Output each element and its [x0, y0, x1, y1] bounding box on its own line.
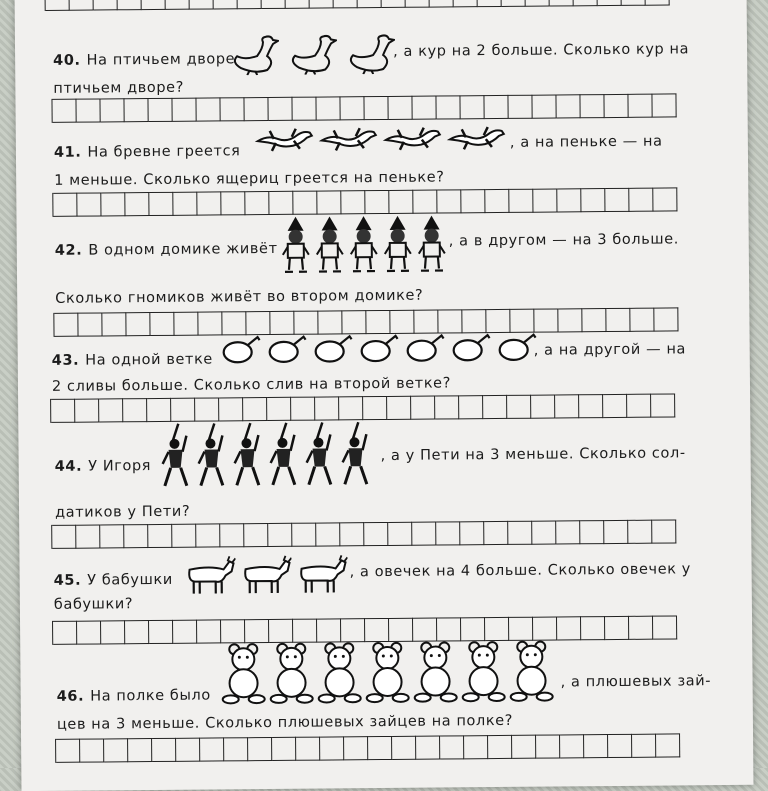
answer-cell[interactable]	[270, 311, 294, 335]
plum-icon	[406, 333, 446, 363]
teddy-bear-icon	[364, 640, 411, 704]
problem-46-text-line2: цев на 3 меньше. Сколько плюшевых зайцев на полке?	[56, 712, 514, 733]
gnome-icon	[280, 215, 311, 275]
answer-cell[interactable]	[358, 0, 382, 8]
answer-cell[interactable]	[100, 98, 124, 122]
answer-cell[interactable]	[484, 521, 508, 545]
answer-cell[interactable]	[484, 95, 508, 119]
answer-cell[interactable]	[365, 190, 389, 214]
answer-cell[interactable]	[416, 736, 440, 760]
answer-cell[interactable]	[104, 738, 128, 762]
answer-cell[interactable]	[248, 737, 272, 761]
problem-41-text-line1: 41. На бревне греется	[53, 143, 241, 161]
answer-cell[interactable]	[406, 0, 430, 8]
answer-cell[interactable]	[197, 191, 221, 215]
answer-cell[interactable]	[78, 312, 102, 336]
problem-45-pictures	[181, 554, 347, 595]
answer-cell[interactable]	[486, 309, 510, 333]
goat-icon	[237, 555, 291, 595]
answer-cell[interactable]	[53, 621, 77, 645]
answer-cell[interactable]	[340, 96, 364, 120]
answer-cell[interactable]	[604, 94, 628, 118]
answer-cell[interactable]	[220, 97, 244, 121]
answer-cell[interactable]	[628, 520, 652, 544]
answer-cell[interactable]	[532, 94, 556, 118]
answer-cell[interactable]	[532, 521, 556, 545]
problem-44-pictures	[158, 420, 373, 488]
gnome-icon	[314, 214, 345, 274]
answer-cell[interactable]	[363, 396, 387, 420]
answer-cell[interactable]	[80, 738, 104, 762]
answer-cell[interactable]	[268, 97, 292, 121]
answer-cell[interactable]	[125, 192, 149, 216]
answer-cell[interactable]	[166, 0, 190, 10]
answer-cell[interactable]	[622, 0, 646, 6]
plum-icon	[314, 334, 354, 364]
answer-cell[interactable]	[221, 619, 245, 643]
answer-cell[interactable]	[413, 618, 437, 642]
answer-cell[interactable]	[364, 96, 388, 120]
answer-cell[interactable]	[344, 736, 368, 760]
answer-cell[interactable]	[196, 97, 220, 121]
answer-cell[interactable]	[124, 524, 148, 548]
answer-cell[interactable]	[437, 617, 461, 641]
answer-cell[interactable]	[656, 733, 680, 757]
answer-cell[interactable]	[176, 738, 200, 762]
answer-cell[interactable]	[603, 394, 627, 418]
answer-cell[interactable]	[318, 310, 342, 334]
answer-cell[interactable]	[461, 189, 485, 213]
soldier-icon	[302, 420, 337, 486]
answer-cell[interactable]	[339, 396, 363, 420]
answer-cell[interactable]	[152, 738, 176, 762]
problem-42-text-line2: Сколько гномиков живёт во втором домике?	[55, 287, 424, 307]
answer-cell[interactable]	[460, 95, 484, 119]
answer-cell[interactable]	[77, 192, 101, 216]
teddy-bear-icon	[220, 641, 267, 705]
answer-cell[interactable]	[190, 0, 214, 10]
answer-cell[interactable]	[584, 734, 608, 758]
plum-icon	[498, 333, 538, 363]
problem-42-text-line1b: , а в другом — на 3 больше.	[448, 231, 680, 250]
answer-cell[interactable]	[102, 312, 126, 336]
lizard-icon	[382, 121, 442, 156]
problem-45-text-line2: бабушки?	[53, 596, 134, 613]
answer-cell[interactable]	[560, 734, 584, 758]
answer-cell[interactable]	[364, 522, 388, 546]
answer-cell[interactable]	[100, 524, 124, 548]
teddy-bear-icon	[508, 639, 555, 703]
answer-cell[interactable]	[126, 312, 150, 336]
answer-cell[interactable]	[531, 395, 555, 419]
answer-cell[interactable]	[462, 309, 486, 333]
answer-cell[interactable]	[149, 620, 173, 644]
answer-cell[interactable]	[550, 0, 574, 7]
answer-cell[interactable]	[272, 737, 296, 761]
problem-44-text-line1b: , а у Пети на 3 меньше. Сколько сол-	[380, 445, 686, 465]
answer-cell[interactable]	[238, 0, 262, 9]
answer-cell[interactable]	[646, 0, 670, 6]
answer-cell[interactable]	[459, 395, 483, 419]
answer-cell[interactable]	[246, 311, 270, 335]
answer-cell[interactable]	[198, 311, 222, 335]
answer-cell[interactable]	[389, 618, 413, 642]
problem-45-text-line1b: , а овечек на 4 больше. Сколько овечек у	[349, 561, 692, 581]
answer-cell[interactable]	[556, 520, 580, 544]
answer-cell[interactable]	[630, 308, 654, 332]
answer-cell[interactable]	[101, 620, 125, 644]
answer-cell[interactable]	[316, 96, 340, 120]
teddy-bear-icon	[316, 640, 363, 704]
answer-cell[interactable]	[488, 735, 512, 759]
answer-cell[interactable]	[196, 523, 220, 547]
answer-cell[interactable]	[317, 190, 341, 214]
problem-42-text-line1: 42. В одном домике живёт	[54, 240, 278, 259]
answer-cell[interactable]	[317, 618, 341, 642]
answer-cell[interactable]	[382, 0, 406, 8]
answer-cell[interactable]	[485, 189, 509, 213]
answer-cell[interactable]	[172, 524, 196, 548]
answer-cell[interactable]	[341, 618, 365, 642]
answer-cell[interactable]	[435, 395, 459, 419]
answer-cell[interactable]	[478, 0, 502, 7]
answer-cell[interactable]	[52, 99, 76, 123]
problem-41-text-line2: 1 меньше. Сколько ящериц греется на пеньке?	[54, 169, 445, 189]
answer-cell[interactable]	[292, 97, 316, 121]
gnome-icon	[416, 213, 447, 273]
answer-cell[interactable]	[214, 0, 238, 9]
answer-cell[interactable]	[171, 398, 195, 422]
answer-cell[interactable]	[627, 394, 651, 418]
answer-cell[interactable]	[124, 98, 148, 122]
answer-cell[interactable]	[483, 395, 507, 419]
answer-cell[interactable]	[195, 397, 219, 421]
answer-grid-42[interactable]	[53, 307, 678, 336]
answer-cell[interactable]	[574, 0, 598, 6]
answer-cell[interactable]	[172, 98, 196, 122]
problem-46-text-line1: 46. На полке было	[56, 687, 211, 705]
answer-cell[interactable]	[365, 618, 389, 642]
goose-icon	[283, 30, 337, 74]
answer-cell[interactable]	[341, 190, 365, 214]
answer-cell[interactable]	[579, 394, 603, 418]
answer-cell[interactable]	[368, 736, 392, 760]
answer-cell[interactable]	[219, 397, 243, 421]
answer-cell[interactable]	[99, 398, 123, 422]
answer-cell[interactable]	[118, 0, 142, 10]
answer-cell[interactable]	[461, 617, 485, 641]
answer-cell[interactable]	[148, 524, 172, 548]
answer-cell[interactable]	[653, 187, 677, 211]
goat-icon	[181, 555, 235, 595]
answer-cell[interactable]	[150, 312, 174, 336]
answer-cell[interactable]	[508, 95, 532, 119]
answer-cell[interactable]	[533, 616, 557, 640]
answer-cell[interactable]	[413, 190, 437, 214]
answer-cell[interactable]	[244, 97, 268, 121]
answer-cell[interactable]	[269, 191, 293, 215]
answer-cell[interactable]	[142, 0, 166, 10]
answer-cell[interactable]	[148, 98, 172, 122]
answer-cell[interactable]	[387, 396, 411, 420]
problem-45-text-line1: 45. У бабушки	[53, 571, 173, 589]
answer-cell[interactable]	[509, 617, 533, 641]
answer-cell[interactable]	[558, 308, 582, 332]
answer-cell[interactable]	[220, 523, 244, 547]
problem-46-text-line1b: , а плюшевых зай-	[560, 673, 712, 691]
problem-42-pictures	[280, 213, 447, 274]
answer-cell[interactable]	[389, 190, 413, 214]
plum-icon	[268, 335, 308, 365]
answer-cell[interactable]	[605, 616, 629, 640]
answer-cell[interactable]	[310, 0, 334, 9]
lizard-icon	[254, 123, 314, 158]
answer-cell[interactable]	[629, 616, 653, 640]
problem-43-text-line1b: , а на другой — на	[533, 341, 687, 359]
answer-cell[interactable]	[76, 524, 100, 548]
worksheet-page	[15, 0, 754, 791]
answer-cell[interactable]	[653, 615, 677, 639]
answer-grid-41[interactable]	[52, 187, 677, 216]
answer-grid-46[interactable]	[55, 733, 680, 762]
answer-cell[interactable]	[629, 188, 653, 212]
lizard-icon	[446, 121, 506, 156]
answer-cell[interactable]	[340, 522, 364, 546]
answer-cell[interactable]	[366, 310, 390, 334]
answer-cell[interactable]	[53, 193, 77, 217]
answer-cell[interactable]	[294, 311, 318, 335]
answer-cell[interactable]	[580, 94, 604, 118]
answer-cell[interactable]	[342, 310, 366, 334]
answer-cell[interactable]	[197, 619, 221, 643]
problem-46-pictures	[220, 639, 555, 706]
answer-cell[interactable]	[286, 0, 310, 9]
answer-cell[interactable]	[605, 188, 629, 212]
answer-cell[interactable]	[200, 737, 224, 761]
plum-icon	[222, 335, 262, 365]
answer-cell[interactable]	[388, 96, 412, 120]
answer-cell[interactable]	[268, 523, 292, 547]
answer-cell[interactable]	[652, 519, 676, 543]
answer-cell[interactable]	[436, 95, 460, 119]
answer-cell[interactable]	[510, 309, 534, 333]
answer-cell[interactable]	[502, 0, 526, 7]
answer-cell[interactable]	[267, 397, 291, 421]
answer-cell[interactable]	[598, 0, 622, 6]
answer-cell[interactable]	[147, 398, 171, 422]
problem-40-pictures	[225, 30, 395, 75]
answer-cell[interactable]	[296, 737, 320, 761]
answer-cell[interactable]	[128, 738, 152, 762]
answer-cell[interactable]	[293, 191, 317, 215]
answer-cell[interactable]	[244, 523, 268, 547]
answer-cell[interactable]	[581, 188, 605, 212]
answer-cell[interactable]	[245, 191, 269, 215]
answer-cell[interactable]	[533, 188, 557, 212]
answer-cell[interactable]	[604, 520, 628, 544]
problem-41-pictures	[254, 121, 506, 157]
answer-cell[interactable]	[534, 308, 558, 332]
answer-cell[interactable]	[412, 96, 436, 120]
problem-44-text-line1: 44. У Игоря	[54, 458, 152, 475]
answer-cell[interactable]	[437, 189, 461, 213]
answer-cell[interactable]	[414, 310, 438, 334]
answer-cell[interactable]	[392, 736, 416, 760]
plum-icon	[452, 333, 492, 363]
problem-43-text-line1: 43. На одной ветке	[51, 351, 213, 369]
answer-cell[interactable]	[440, 735, 464, 759]
answer-cell[interactable]	[320, 736, 344, 760]
answer-cell[interactable]	[388, 522, 412, 546]
answer-grid-44[interactable]	[51, 519, 676, 548]
problem-43-text-line2: 2 сливы больше. Сколько слив на второй ветке?	[51, 375, 452, 395]
goose-icon	[225, 31, 279, 75]
answer-grid-43[interactable]	[50, 393, 675, 422]
answer-cell[interactable]	[224, 737, 248, 761]
answer-cell[interactable]	[581, 616, 605, 640]
goat-icon	[293, 554, 347, 594]
soldier-icon	[158, 422, 193, 488]
answer-cell[interactable]	[460, 521, 484, 545]
answer-cell[interactable]	[222, 311, 246, 335]
answer-cell[interactable]	[606, 308, 630, 332]
answer-cell[interactable]	[512, 735, 536, 759]
answer-cell[interactable]	[454, 0, 478, 7]
answer-cell[interactable]	[555, 394, 579, 418]
answer-cell[interactable]	[526, 0, 550, 7]
answer-cell[interactable]	[411, 396, 435, 420]
soldier-icon	[338, 420, 373, 486]
answer-cell[interactable]	[509, 189, 533, 213]
answer-cell[interactable]	[652, 93, 676, 117]
answer-cell[interactable]	[508, 521, 532, 545]
answer-cell[interactable]	[262, 0, 286, 9]
answer-cell[interactable]	[390, 310, 414, 334]
answer-cell[interactable]	[628, 94, 652, 118]
soldier-icon	[266, 421, 301, 487]
answer-grid-40[interactable]	[51, 93, 676, 122]
answer-cell[interactable]	[582, 308, 606, 332]
answer-cell[interactable]	[76, 98, 100, 122]
problem-40-text-line2: птичьем дворе?	[53, 79, 185, 97]
answer-cell[interactable]	[654, 307, 678, 331]
answer-cell[interactable]	[536, 734, 560, 758]
answer-cell[interactable]	[316, 522, 340, 546]
soldier-icon	[230, 421, 265, 487]
problem-43-pictures	[222, 333, 538, 366]
answer-cell[interactable]	[75, 398, 99, 422]
answer-cell[interactable]	[269, 619, 293, 643]
answer-cell[interactable]	[149, 192, 173, 216]
answer-cell[interactable]	[173, 620, 197, 644]
answer-cell[interactable]	[243, 397, 267, 421]
answer-cell[interactable]	[507, 395, 531, 419]
teddy-bear-icon	[460, 639, 507, 703]
answer-cell[interactable]	[52, 525, 76, 549]
answer-cell[interactable]	[438, 309, 462, 333]
answer-cell[interactable]	[174, 312, 198, 336]
answer-cell[interactable]	[464, 735, 488, 759]
answer-cell[interactable]	[291, 397, 315, 421]
answer-cell[interactable]	[436, 521, 460, 545]
answer-cell[interactable]	[293, 619, 317, 643]
goose-icon	[341, 30, 395, 74]
answer-cell[interactable]	[632, 734, 656, 758]
problem-44-text-line2: датиков у Пети?	[55, 503, 191, 521]
gnome-icon	[348, 214, 379, 274]
answer-cell[interactable]	[70, 0, 94, 11]
answer-cell[interactable]	[608, 734, 632, 758]
answer-cell[interactable]	[292, 523, 316, 547]
answer-cell[interactable]	[54, 313, 78, 337]
answer-cell[interactable]	[221, 191, 245, 215]
answer-grid-previous	[45, 0, 670, 11]
problem-40-text-line1b: , а кур на 2 больше. Сколько кур на	[392, 41, 690, 60]
answer-cell[interactable]	[556, 94, 580, 118]
plum-icon	[360, 334, 400, 364]
answer-cell[interactable]	[94, 0, 118, 11]
gnome-icon	[382, 214, 413, 274]
answer-cell[interactable]	[580, 520, 604, 544]
answer-cell[interactable]	[51, 399, 75, 423]
soldier-icon	[194, 421, 229, 487]
answer-cell[interactable]	[101, 192, 125, 216]
teddy-bear-icon	[412, 639, 459, 703]
answer-cell[interactable]	[557, 616, 581, 640]
answer-cell[interactable]	[651, 393, 675, 417]
answer-cell[interactable]	[557, 188, 581, 212]
answer-cell[interactable]	[430, 0, 454, 8]
answer-cell[interactable]	[315, 396, 339, 420]
answer-cell[interactable]	[46, 0, 70, 11]
problem-41-text-line1b: , а на пеньке — на	[509, 133, 663, 151]
answer-cell[interactable]	[173, 192, 197, 216]
answer-cell[interactable]	[412, 522, 436, 546]
answer-cell[interactable]	[125, 620, 149, 644]
lizard-icon	[318, 122, 378, 157]
answer-cell[interactable]	[123, 398, 147, 422]
answer-cell[interactable]	[245, 619, 269, 643]
teddy-bear-icon	[268, 641, 315, 705]
answer-cell[interactable]	[56, 739, 80, 763]
answer-cell[interactable]	[77, 620, 101, 644]
answer-cell[interactable]	[485, 617, 509, 641]
problem-40-text-line1: 40. На птичьем дворе	[53, 51, 236, 69]
answer-cell[interactable]	[334, 0, 358, 8]
